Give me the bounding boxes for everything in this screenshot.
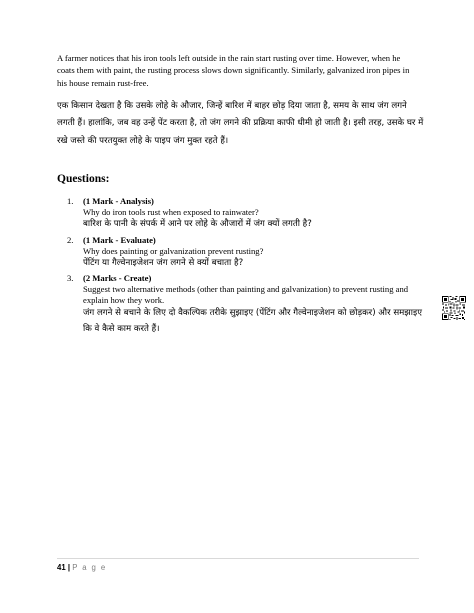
question-text-english: Suggest two alternative methods (other than painting and galvanization) to prevent rusting and explain how they work. — [83, 284, 409, 305]
qr-code-icon — [442, 296, 466, 320]
question-text-hindi: जंग लगने से बचाने के लिए दो वैकल्पिक तरीके सुझाइए (पेंटिंग और गैल्वेनाइजेशन को छोड़कर) और समझाइए कि वे कैसे काम करते हैं। — [83, 308, 422, 334]
question-number: 2. — [67, 234, 74, 245]
page-footer — [57, 563, 107, 572]
question-text-english: Why does painting or galvanization prevent rusting? — [83, 245, 264, 256]
intro-paragraph-hindi: एक किसान देखता है कि उसके लोहे के औजार, जिन्हें बारिश में बाहर छोड़ दिया जाता है, समय के साथ जंग लगने लगती हैं। हालांकि, जब वह उन्हें पेंट करता है, तो जंग लगने की प्रक्रिया काफी धीमी हो जाती है। इसी तरह, उसके घर में रखे जस्ते की परतयुक्त लोहे के पाइप जंग मुक्त रहते हैं। — [57, 101, 424, 146]
question-number: 1. — [67, 196, 74, 206]
footer-separator: | — [67, 563, 71, 572]
intro-paragraph-english: A farmer notices that his iron tools left outside in the rain start rusting over time. However, when he coats them with paint, the rusting process slows down significantly. Similarly, galvanized iron pipes in his house remain rust-free. — [57, 53, 410, 88]
page-word: P a g e — [72, 563, 107, 572]
footer-divider — [57, 558, 419, 559]
question-text-english: Why do iron tools rust when exposed to rainwater? — [83, 207, 259, 217]
question-number: 3. — [67, 273, 74, 283]
page-number: 41 — [57, 563, 66, 572]
question-item-2 — [67, 235, 427, 271]
question-item-1 — [67, 196, 427, 232]
question-mark-label: (1 Mark - Analysis) — [83, 196, 154, 206]
question-mark-label: (2 Marks - Create) — [83, 273, 152, 283]
question-mark-label: (1 Mark - Evaluate) — [83, 234, 156, 245]
questions-heading: Questions: — [57, 173, 110, 185]
question-text-hindi: पेंटिंग या गैल्वेनाइजेशन जंग लगने से क्यों बचाता है? — [83, 257, 244, 268]
question-list — [67, 196, 427, 337]
question-text-hindi: बारिश के पानी के संपर्क में आने पर लोहे के औजारों में जंग क्यों लगती है? — [83, 219, 312, 229]
question-item-3 — [67, 273, 427, 337]
